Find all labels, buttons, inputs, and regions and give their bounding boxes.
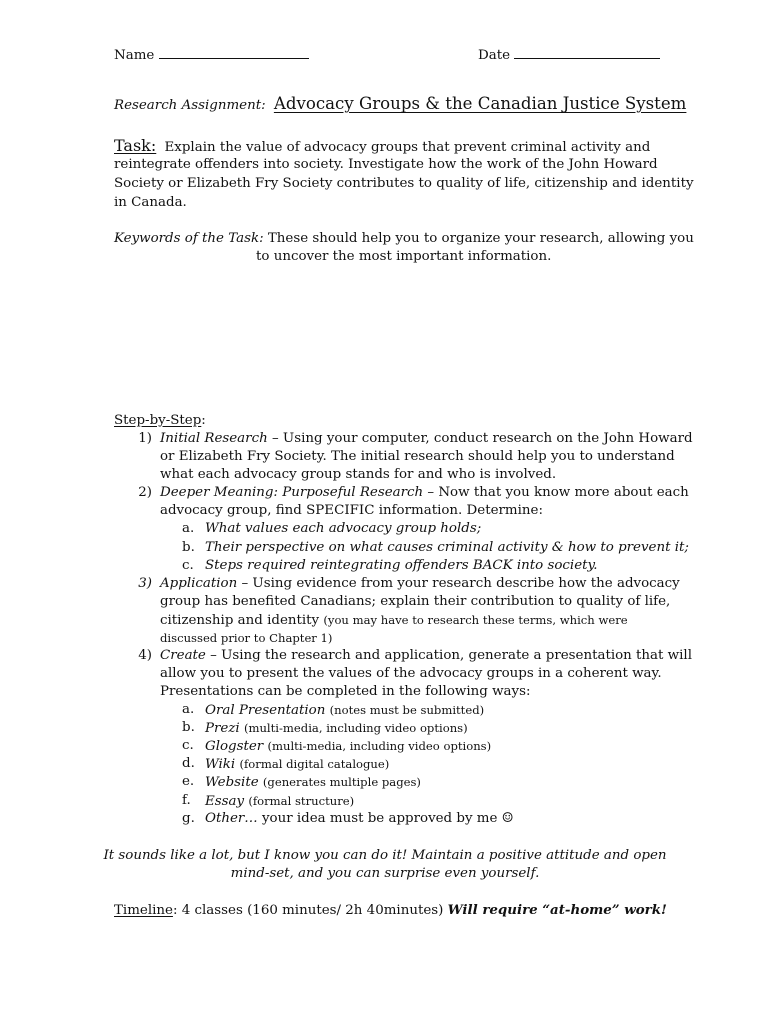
step-2-line-1: Deeper Meaning: Purposeful Research – Now that you know more about each xyxy=(160,485,689,500)
name-label: Name xyxy=(114,48,155,63)
step-4-number: 4) xyxy=(138,648,152,663)
step-3-number: 3) xyxy=(138,576,152,591)
list-item: b. Their perspective on what causes criminal activity & how to prevent it; xyxy=(182,540,689,555)
step-2-title: Deeper Meaning: Purposeful Research xyxy=(160,485,424,500)
name-field[interactable] xyxy=(114,46,309,65)
step-3-line-4: discussed prior to Chapter 1) xyxy=(160,631,333,645)
timeline: Timeline: 4 classes (160 minutes/ 2h 40minutes) Will require “at-home” work! xyxy=(114,902,667,918)
step-4-line-2: allow you to present the values of the advocacy groups in a coherent way. xyxy=(160,666,662,681)
task-line-2: reintegrate offenders into society. Investigate how the work of the John Howard xyxy=(114,157,658,172)
step-3-line-1: Application – Using evidence from your research describe how the advocacy xyxy=(160,576,680,591)
list-item: a. Oral Presentation (notes must be submitted) xyxy=(182,702,485,718)
list-item: c. Glogster (multi-media, including video options) xyxy=(182,738,492,754)
step-1-title: Initial Research xyxy=(160,431,268,446)
task-label: Task: xyxy=(114,136,157,155)
step-2-number: 2) xyxy=(138,485,152,500)
step-1-line-1: Initial Research – Using your computer, conduct research on the John Howard xyxy=(160,431,693,446)
keywords-line-2: to uncover the most important information. xyxy=(256,249,552,264)
list-item: g. Other… your idea must be approved by me ☺ xyxy=(182,811,514,826)
list-item: b. Prezi (multi-media, including video options) xyxy=(182,720,468,736)
assignment-title-row xyxy=(114,95,686,115)
date-field[interactable] xyxy=(478,46,660,65)
keywords-line-1: Keywords of the Task: These should help you to organize your research, allowing you xyxy=(114,231,694,246)
timeline-emphasis: Will require “at-home” work! xyxy=(447,902,667,918)
list-item: a. What values each advocacy group holds; xyxy=(182,521,482,536)
task-line-4: in Canada. xyxy=(114,195,187,210)
page-title: Advocacy Groups & the Canadian Justice System xyxy=(273,94,687,113)
task-line-1: Task: Explain the value of advocacy groups that prevent criminal activity and xyxy=(114,136,651,155)
step-1-line-2: or Elizabeth Fry Society. The initial research should help you to understand xyxy=(160,449,675,464)
date-label: Date xyxy=(478,48,511,63)
list-item: d. Wiki (formal digital catalogue) xyxy=(182,756,390,772)
assignment-prefix: Research Assignment: xyxy=(114,98,266,113)
list-item: e. Website (generates multiple pages) xyxy=(182,774,421,790)
date-blank[interactable] xyxy=(514,46,660,59)
step-4-title: Create xyxy=(160,648,206,663)
step-2-line-2: advocacy group, find SPECIFIC information. Determine: xyxy=(160,503,543,518)
step-3-line-3: citizenship and identity (you may have to research these terms, which were xyxy=(160,613,628,628)
steps-heading: Step-by-Step: xyxy=(114,413,206,428)
encouragement-line-2: mind-set, and you can surprise even yourself. xyxy=(230,866,540,881)
encouragement-line-1: It sounds like a lot, but I know you can do it! Maintain a positive attitude and open xyxy=(103,848,667,863)
keywords-label: Keywords of the Task: xyxy=(114,231,264,246)
step-1-line-3: what each advocacy group stands for and who is involved. xyxy=(160,467,557,482)
step-4-line-1: Create – Using the research and application, generate a presentation that will xyxy=(160,648,692,663)
step-3-title: Application xyxy=(160,576,238,591)
list-item: c. Steps required reintegrating offenders BACK into society. xyxy=(182,558,598,573)
step-1-number: 1) xyxy=(138,431,152,446)
name-blank[interactable] xyxy=(159,46,309,59)
list-item: f. Essay (formal structure) xyxy=(182,793,355,809)
task-line-3: Society or Elizabeth Fry Society contributes to quality of life, citizenship and identity xyxy=(114,176,694,191)
step-4-line-3: Presentations can be completed in the following ways: xyxy=(160,684,531,699)
step-3-line-2: group has benefited Canadians; explain their contribution to quality of life, xyxy=(160,594,671,609)
timeline-label: Timeline xyxy=(114,903,173,918)
